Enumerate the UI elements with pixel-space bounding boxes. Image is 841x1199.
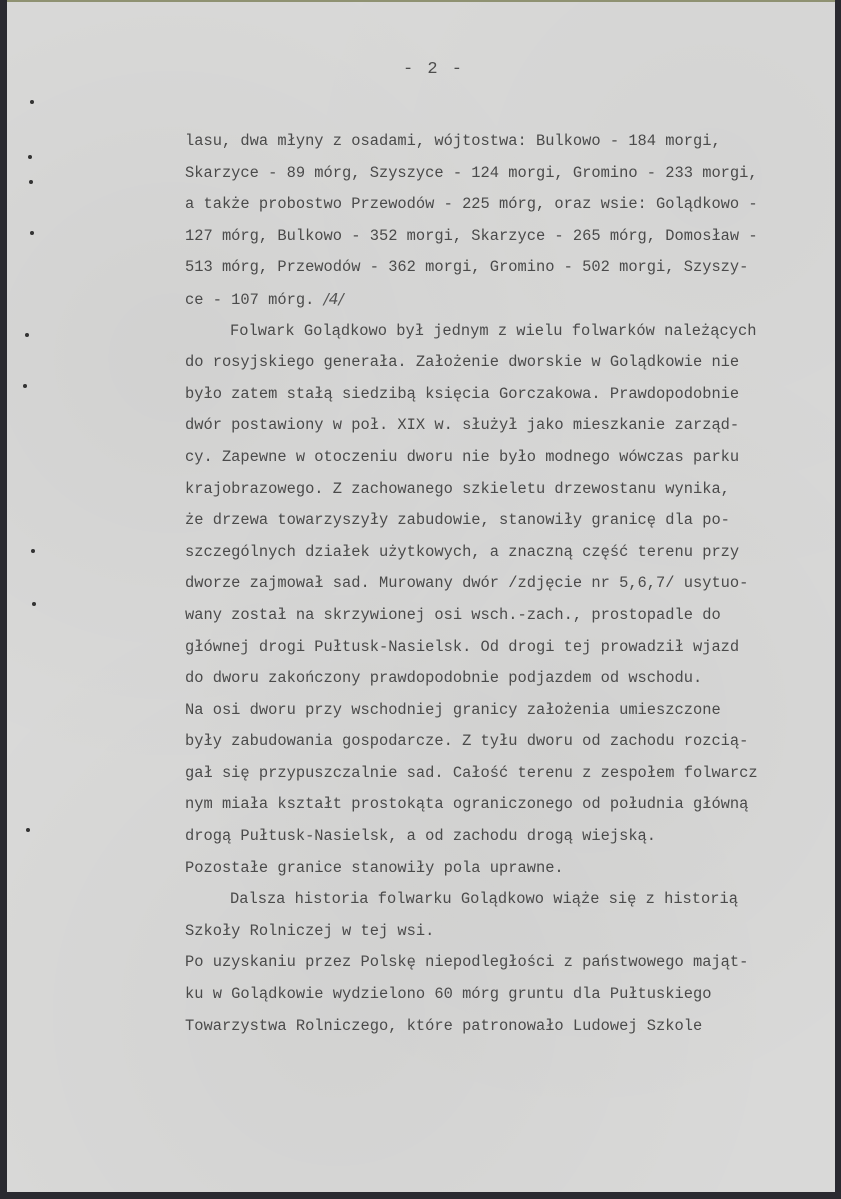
text-line-content: cy. Zapewne w otoczeniu dworu nie było modnego wówczas parku xyxy=(185,447,740,466)
text-line-content: 513 mórg, Przewodów - 362 morgi, Gromino - 502 morgi, Szyszy- xyxy=(185,258,749,277)
text-line xyxy=(185,347,825,379)
text-line-content: Folwark Golądkowo był jednym z wielu folwarków należących xyxy=(230,321,757,340)
text-line xyxy=(185,884,825,916)
text-line-content: że drzewa towarzyszyły zabudowie, stanowiły granicę dla po- xyxy=(185,511,730,530)
text-line-content: Na osi dworu przy wschodniej granicy założenia umieszczone xyxy=(185,700,721,719)
margin-dot xyxy=(25,333,29,337)
text-line-content: szczególnych działek użytkowych, a znaczną część terenu przy xyxy=(185,542,740,561)
text-line xyxy=(185,474,825,506)
handwritten-footnote-ref: /4/ xyxy=(323,289,344,308)
text-line xyxy=(185,789,825,821)
text-line xyxy=(185,126,825,158)
text-line xyxy=(185,1011,825,1043)
document-body xyxy=(185,126,825,1042)
text-line xyxy=(185,442,825,474)
text-line-content: nym miała kształt prostokąta ograniczonego od południa główną xyxy=(185,795,749,814)
text-line xyxy=(185,252,825,284)
text-line-content: wany został na skrzywionej osi wsch.-zach., prostopadle do xyxy=(185,605,721,624)
text-line xyxy=(185,726,825,758)
text-line xyxy=(185,916,825,948)
text-line xyxy=(185,600,825,632)
margin-dot xyxy=(28,155,32,159)
text-line xyxy=(185,284,825,316)
text-line-content: Towarzystwa Rolniczego, które patronowało Ludowej Szkole xyxy=(185,1016,703,1035)
text-line-content: ku w Golądkowie wydzielono 60 mórg gruntu dla Pułtuskiego xyxy=(185,985,712,1004)
text-line-content: Dalsza historia folwarku Golądkowo wiąże się z historią xyxy=(230,890,738,909)
text-line-content: dwór postawiony w poł. XIX w. służył jako mieszkanie zarząd- xyxy=(185,416,740,435)
text-line xyxy=(185,189,825,221)
text-line xyxy=(185,632,825,664)
text-line xyxy=(185,979,825,1011)
text-line-content: było zatem stałą siedzibą księcia Gorczakowa. Prawdopodobnie xyxy=(185,384,740,403)
text-line-content: dworze zajmował sad. Murowany dwór /zdjęcie nr 5,6,7/ usytuo- xyxy=(185,574,749,593)
margin-dot xyxy=(32,602,36,606)
text-line-content: 127 mórg, Bulkowo - 352 morgi, Skarzyce - 265 mórg, Domosław - xyxy=(185,226,758,245)
margin-dot xyxy=(26,828,30,832)
text-line xyxy=(185,158,825,190)
text-line-content: ce - 107 mórg. xyxy=(185,290,315,309)
text-line xyxy=(185,379,825,411)
text-line-content: Skarzyce - 89 mórg, Szyszyce - 124 morgi, Gromino - 233 morgi, xyxy=(185,163,758,182)
text-line-content: lasu, dwa młyny z osadami, wójtostwa: Bulkowo - 184 morgi, xyxy=(185,132,721,150)
page-number: - 2 - xyxy=(403,60,465,79)
text-line xyxy=(185,505,825,537)
text-line xyxy=(185,537,825,569)
text-line xyxy=(185,221,825,253)
text-line xyxy=(185,947,825,979)
margin-dot xyxy=(23,384,27,388)
text-line xyxy=(185,853,825,885)
text-line-content: a także probostwo Przewodów - 225 mórg, oraz wsie: Golądkowo - xyxy=(185,195,758,214)
text-line-content: Szkoły Rolniczej w tej wsi. xyxy=(185,921,435,940)
text-line xyxy=(185,316,825,348)
text-line-content: do rosyjskiego generała. Założenie dworskie w Golądkowie nie xyxy=(185,353,740,372)
margin-dot xyxy=(29,180,33,184)
text-line-content: krajobrazowego. Z zachowanego szkieletu drzewostanu wynika, xyxy=(185,479,730,498)
text-line xyxy=(185,410,825,442)
text-line-content: do dworu zakończony prawdopodobnie podjazdem od wschodu. xyxy=(185,669,703,688)
text-line xyxy=(185,695,825,727)
text-line-content: były zabudowania gospodarcze. Z tyłu dworu od zachodu rozcią- xyxy=(185,732,749,751)
text-line-content: głównej drogi Pułtusk-Nasielsk. Od drogi tej prowadził wjazd xyxy=(185,637,740,656)
text-line-content: gał się przypuszczalnie sad. Całość terenu z zespołem folwarcz xyxy=(185,763,758,782)
text-line xyxy=(185,663,825,695)
margin-dot xyxy=(31,549,35,553)
text-line-content: drogą Pułtusk-Nasielsk, a od zachodu drogą wiejską. xyxy=(185,827,657,846)
text-line-content: Po uzyskaniu przez Polskę niepodległości z państwowego mająt- xyxy=(185,953,749,972)
margin-dot xyxy=(30,100,34,104)
text-line xyxy=(185,758,825,790)
text-line xyxy=(185,821,825,853)
text-line-content: Pozostałe granice stanowiły pola uprawne. xyxy=(185,858,564,877)
text-line xyxy=(185,568,825,600)
top-edge-strip xyxy=(7,0,835,2)
margin-dot xyxy=(30,231,34,235)
